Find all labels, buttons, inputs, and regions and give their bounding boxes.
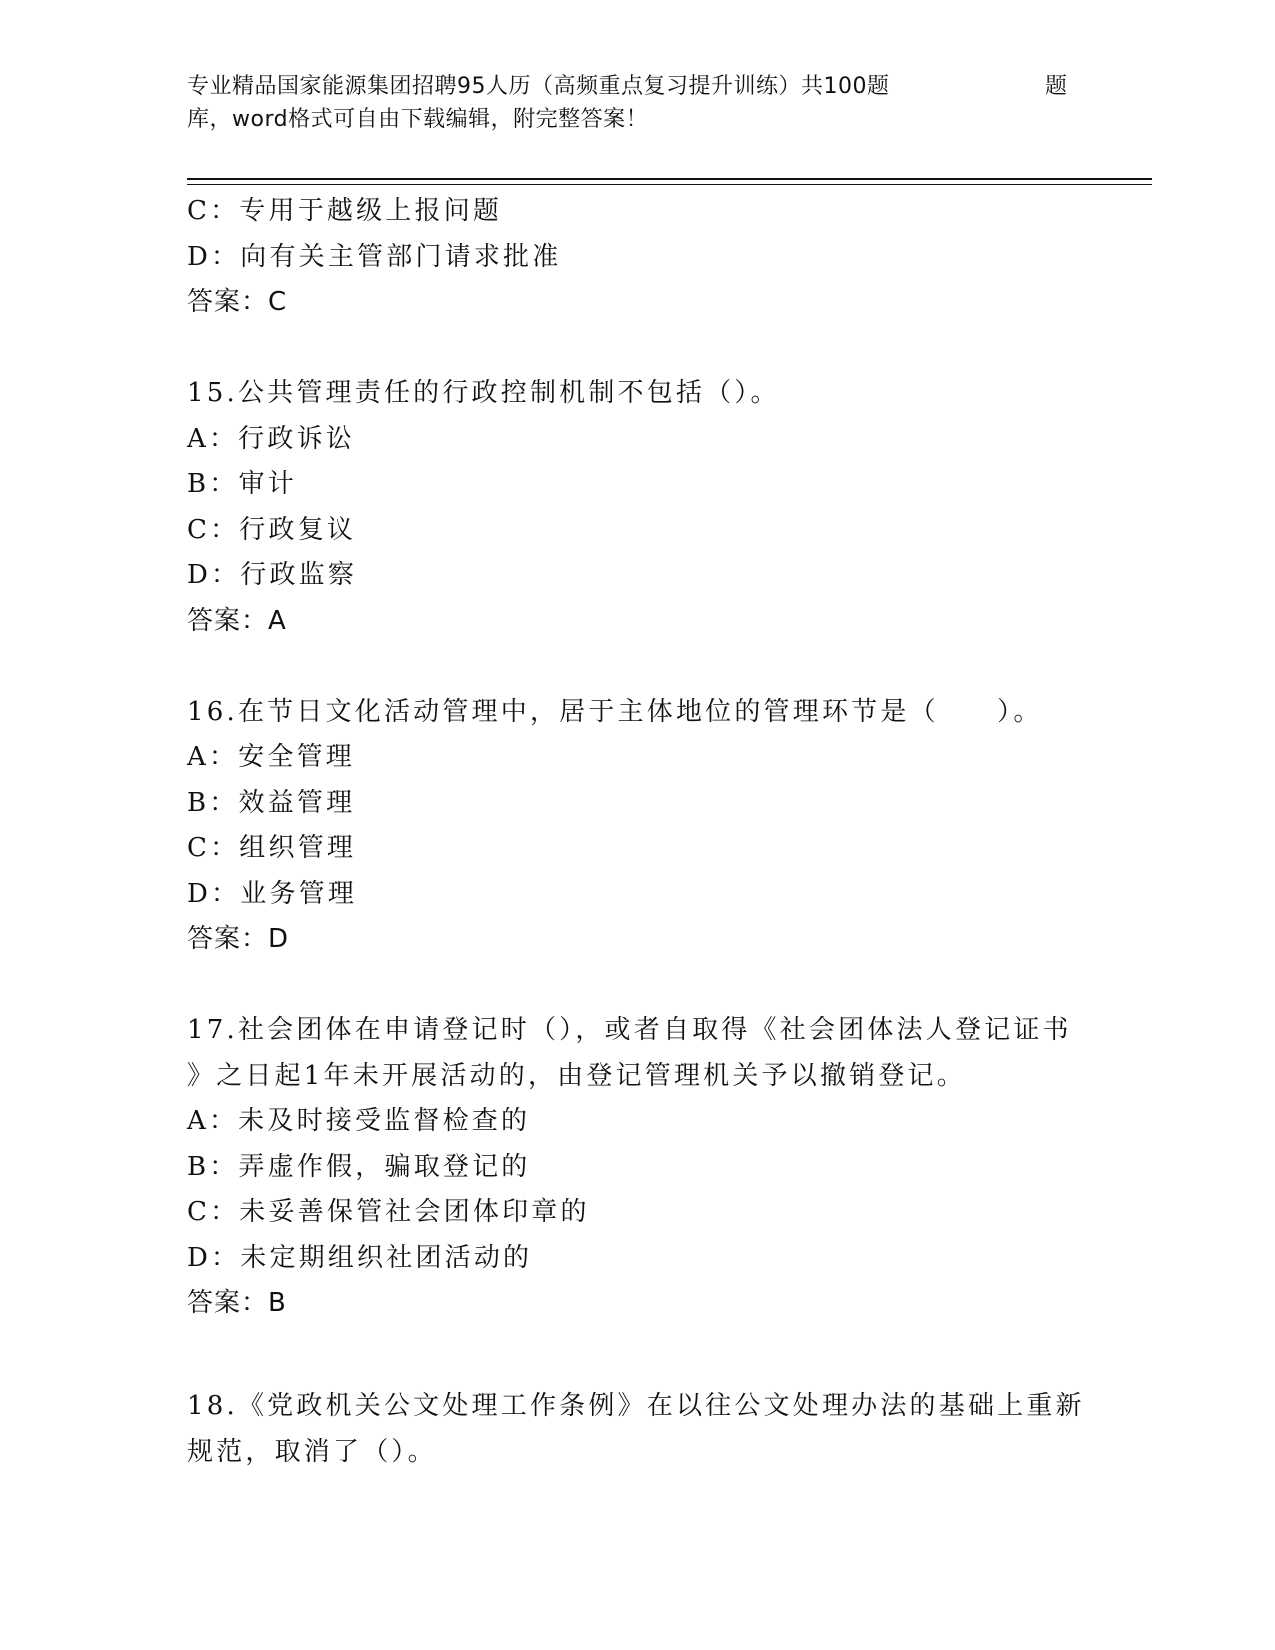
- option-c: C：专用于越级上报问题: [187, 196, 503, 226]
- answer: 答案：B: [187, 1288, 287, 1318]
- option-b: B：审计: [187, 469, 297, 499]
- spacer: [187, 326, 1087, 372]
- option-c: C：行政复议: [187, 514, 357, 545]
- page-header: [187, 70, 1067, 136]
- header-divider-thick: [187, 178, 1152, 180]
- option-a: A：安全管理: [187, 742, 355, 772]
- option-d: D：未定期组织社团活动的: [187, 1242, 533, 1273]
- question-text-continued: 规范，取消了（）。: [187, 1436, 437, 1467]
- header-line-2: 库，word格式可自由下载编辑，附完整答案！: [187, 107, 649, 132]
- spacer: [187, 963, 1087, 1009]
- question-text: 16.在节日文化活动管理中，居于主体地位的管理环节是（ ）。: [187, 696, 1043, 727]
- header-title: 专业精品国家能源集团招聘95人历（高频重点复习提升训练）共100题: [187, 74, 890, 99]
- question-15: [187, 371, 1087, 644]
- spacer: [187, 644, 1087, 690]
- question-text: 15.公共管理责任的行政控制机制不包括（）。: [187, 378, 780, 408]
- question-list: [187, 189, 1087, 1475]
- answer: 答案：A: [187, 605, 287, 636]
- option-d: D：行政监察: [187, 560, 358, 590]
- spacer: [187, 1327, 1087, 1373]
- question-text: 18.《党政机关公文处理工作条例》在以往公文处理办法的基础上重新: [187, 1391, 1085, 1421]
- option-a: A：未及时接受监督检查的: [187, 1106, 531, 1136]
- header-title-tail: 题: [1045, 74, 1068, 99]
- option-a: A：行政诉讼: [187, 423, 355, 454]
- question-16: [187, 690, 1087, 963]
- answer: 答案：D: [187, 924, 290, 954]
- question-18: [187, 1384, 1087, 1475]
- question-text: 17.社会团体在申请登记时（），或者自取得《社会团体法人登记证书: [187, 1015, 1072, 1045]
- option-c: C：组织管理: [187, 833, 357, 863]
- question-17: [187, 1008, 1087, 1327]
- answer: 答案：C: [187, 287, 288, 317]
- option-d: D：业务管理: [187, 878, 358, 909]
- header-line-1: [187, 70, 1067, 103]
- option-b: B：弄虚作假，骗取登记的: [187, 1151, 531, 1182]
- option-c: C：未妥善保管社会团体印章的: [187, 1197, 590, 1227]
- option-b: B：效益管理: [187, 787, 356, 818]
- question-text-continued: 》之日起1年未开展活动的，由登记管理机关予以撤销登记。: [187, 1060, 966, 1091]
- option-d: D：向有关主管部门请求批准: [187, 241, 562, 272]
- question-continued: [187, 189, 1087, 326]
- header-divider-thin: [187, 184, 1152, 185]
- spacer: [187, 1372, 1087, 1384]
